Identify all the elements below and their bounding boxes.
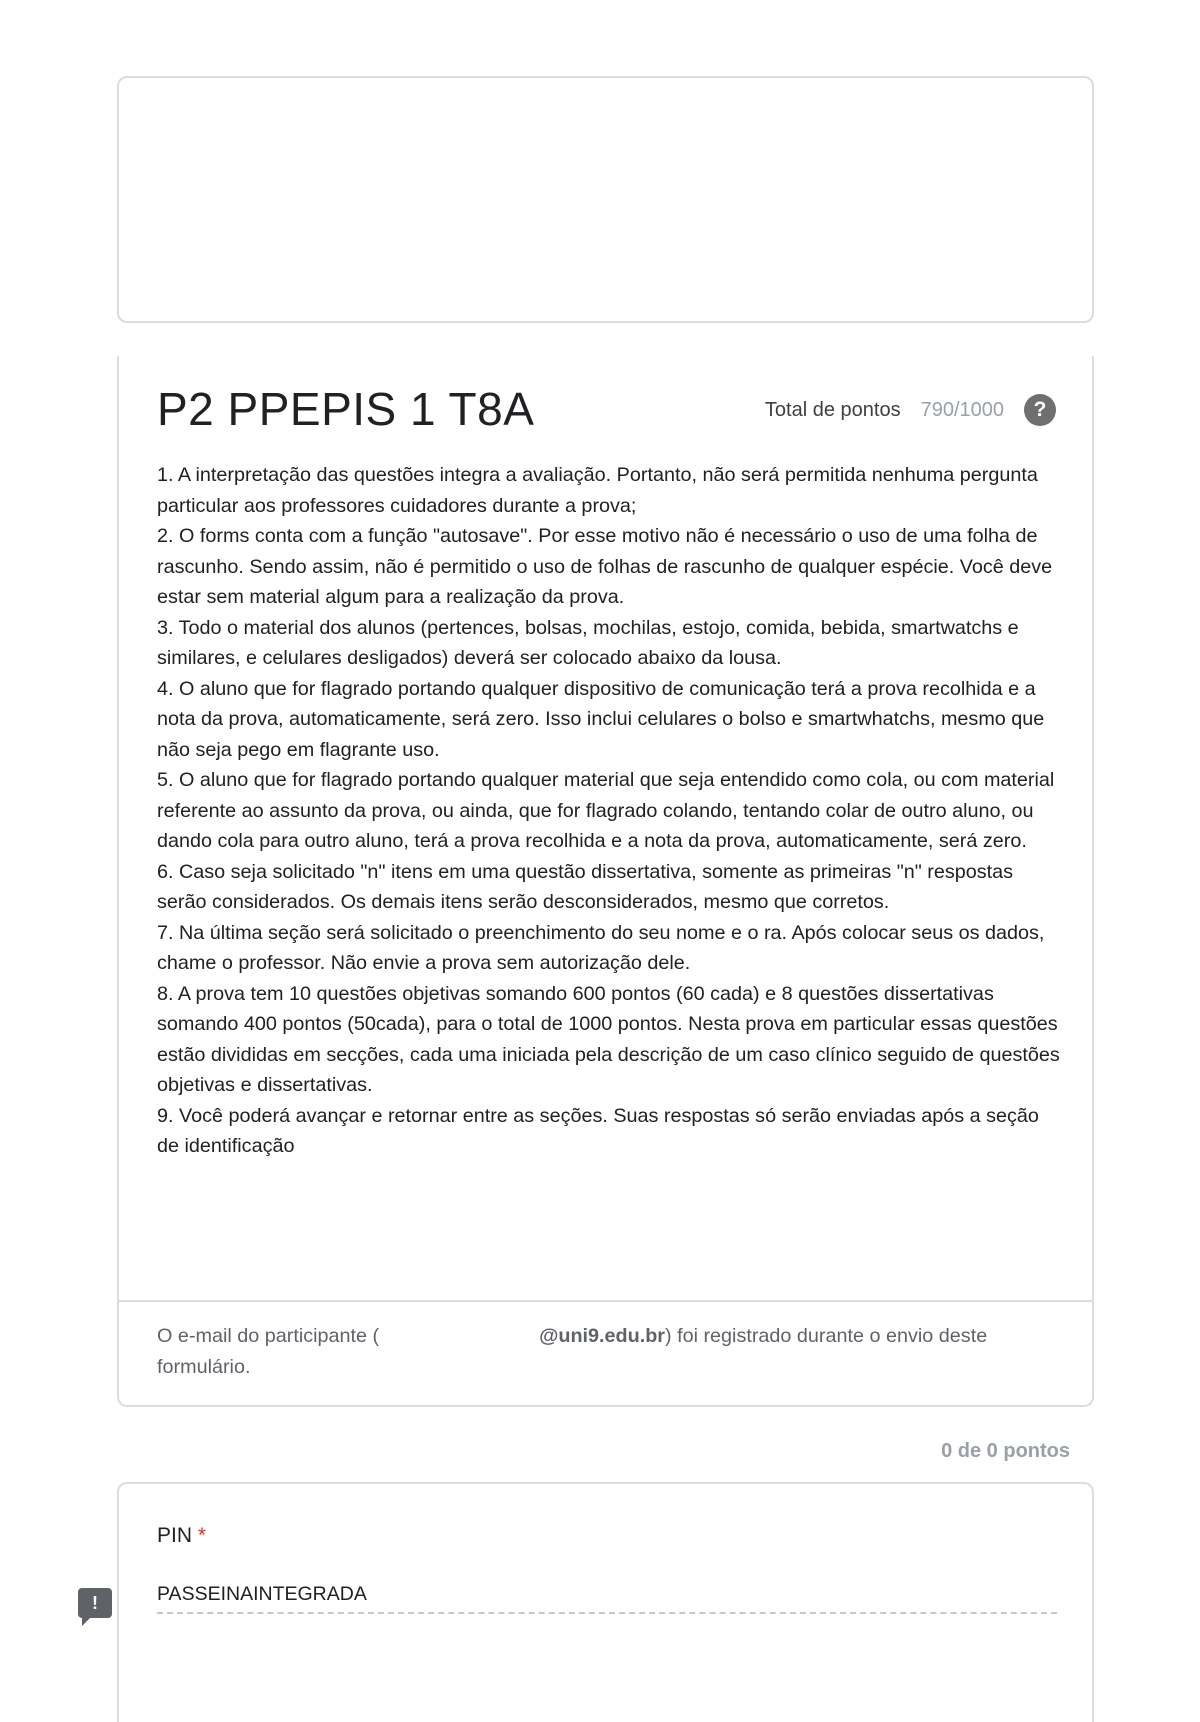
email-domain: @uni9.edu.br — [539, 1325, 665, 1347]
instruction-item: 4. O aluno que for flagrado portando qualquer dispositivo de comunicação terá a prova recolhida e a nota da prova, automaticamente, será zero. Isso inclui celulares o bolso e smartwhatchs, mesmo que não seja pego em flagrante uso. — [157, 677, 1045, 761]
header-image-card — [117, 76, 1094, 323]
instruction-item: 7. Na última seção será solicitado o preenchimento do seu nome e o ra. Após colocar seus os dados, chame o professor. Não envie a prova sem autorização dele. — [157, 921, 1045, 974]
instruction-item: 1. A interpretação das questões integra a avaliação. Portanto, não será permitida nenhuma pergunta particular aos professores cuidadores durante a prova; — [157, 464, 1038, 517]
form-description — [157, 460, 1062, 1162]
total-points-label: Total de pontos — [764, 398, 901, 421]
instruction-item: 8. A prova tem 10 questões objetivas somando 600 pontos (60 cada) e 8 questões dissertativas somando 400 pontos (50cada), para o total de 1000 pontos. Nesta prova em particular essas questões estão divididas em secções, cada uma iniciada pela descrição de um caso clínico seguido de questões objetivas e dissertativas. — [157, 982, 1060, 1096]
email-note-suffix: ) foi registrado durante o envio deste formulário. — [157, 1325, 988, 1378]
form-title-card — [117, 356, 1094, 1407]
instruction-item: 6. Caso seja solicitado "n" itens em uma questão dissertativa, somente as primeiras "n" respostas serão considerados. Os demais itens serão desconsiderados, mesmo que corretos. — [157, 860, 1014, 913]
email-note-prefix: O e-mail do participante ( — [157, 1325, 380, 1347]
pin-question-card — [117, 1482, 1094, 1722]
instruction-item: 2. O forms conta com a função "autosave". Por esse motivo não é necessário o uso de uma folha de rascunho. Sendo assim, não é permitido o uso de folhas de rascunho de qualquer espécie. Você deve estar sem material algum para a realização da prova. — [157, 525, 1053, 608]
instruction-item: 9. Você poderá avançar e retornar entre as seções. Suas respostas só serão enviadas após a seção de identificação — [157, 1104, 1039, 1157]
required-asterisk: * — [197, 1524, 207, 1547]
total-points-value: 790/1000 — [920, 398, 1004, 421]
instruction-item: 5. O aluno que for flagrado portando qualquer material que seja entendido como cola, ou com material referente ao assunto da prova, ou ainda, que for flagrado colando, tentando colar de outro aluno, ou dando cola para outro aluno, terá a prova recolhida e a nota da prova, automaticamente, será zero. — [157, 769, 1055, 852]
pin-question-label — [157, 1524, 206, 1548]
form-title: P2 PPEPIS 1 T8A — [157, 383, 535, 435]
divider — [119, 1300, 1092, 1302]
section-points: 0 de 0 pontos — [941, 1440, 1070, 1462]
help-icon[interactable]: ? — [1024, 394, 1056, 426]
email-note — [157, 1321, 1067, 1383]
report-feedback-icon[interactable]: ! — [78, 1588, 112, 1618]
total-points — [765, 394, 1056, 426]
pin-answer-field[interactable]: PASSEINAINTEGRADA — [157, 1582, 1057, 1614]
pin-label-text: PIN — [157, 1524, 193, 1547]
instruction-item: 3. Todo o material dos alunos (pertences, bolsas, mochilas, estojo, comida, bebida, smartwatchs e similares, e celulares desligados) deverá ser colocado abaixo da lousa. — [157, 616, 1019, 669]
